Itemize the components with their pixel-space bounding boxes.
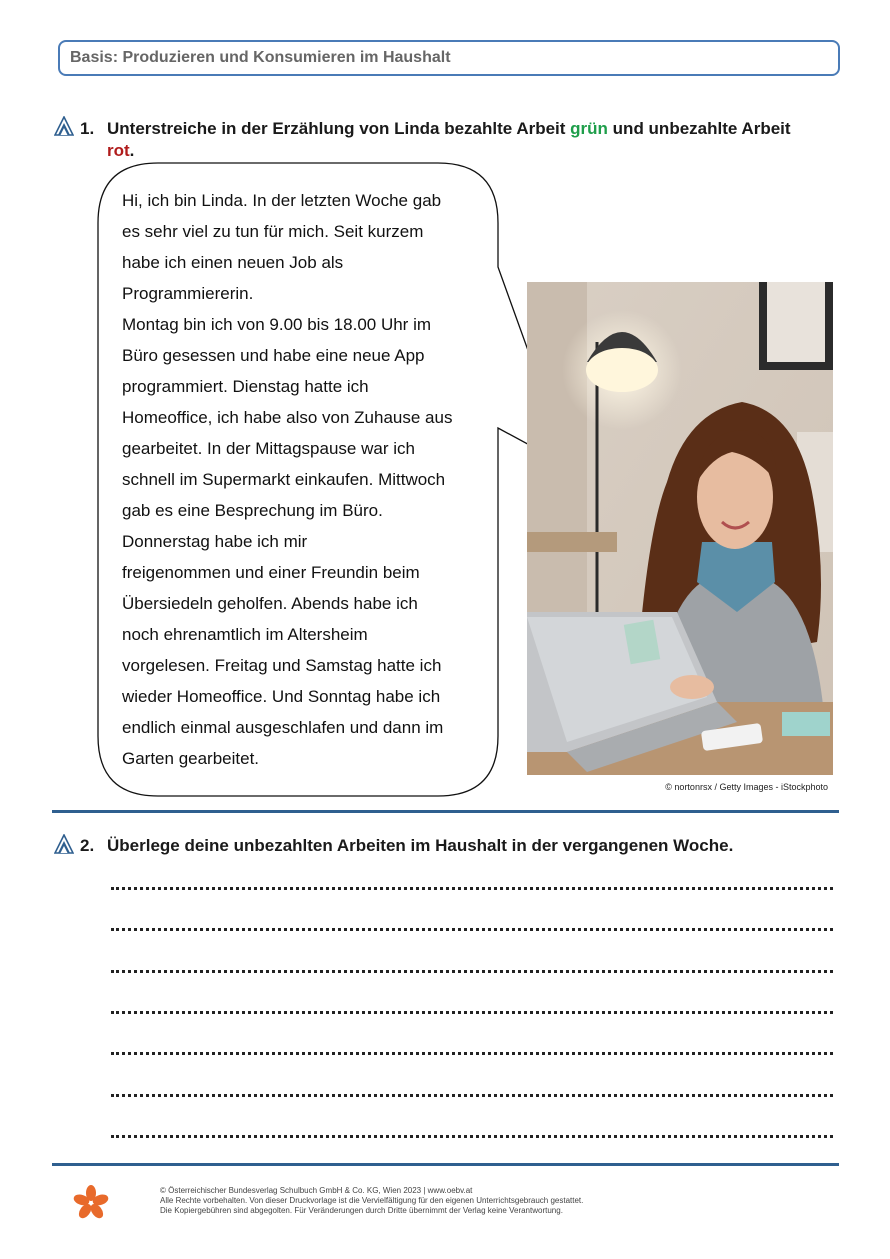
story-line: Montag bin ich von 9.00 bis 18.00 Uhr im [122,315,432,334]
answer-line[interactable] [111,970,833,973]
story-line: freigenommen und einer Freundin beim [122,563,420,582]
task-1-number: 1. [80,119,95,138]
task-1-text-before: Unterstreiche in der Erzählung von Linda bezahlte Arbeit [107,119,571,138]
photo-credit: © nortonrsx / Getty Images - iStockphoto [665,782,828,792]
footer-line: Die Kopiergebühren sind abgegolten. Für Veränderungen durch Dritte übernimmt der Verlag keine Verantwortung. [160,1206,563,1215]
story-line: endlich einmal ausgeschlafen und dann im [122,718,444,737]
story-line: programmiert. Dienstag hatte ich [122,377,369,396]
story-line: Programmiererin. [122,284,254,303]
story-line: Büro gesessen und habe eine neue App [122,346,425,365]
divider [52,1163,839,1166]
story-line: wieder Homeoffice. Und Sonntag habe ich [122,687,441,706]
story-line: Homeoffice, ich habe also von Zuhause aus [122,408,453,427]
oebv-asterisk-logo [72,1184,110,1222]
task-1-text-end: . [129,141,135,160]
story-text [122,185,482,774]
story-line: gab es eine Besprechung im Büro. [122,501,383,520]
story-line: gearbeitet. In der Mittagspause war ich [122,439,415,458]
photo-woman-laptop [527,282,833,775]
story-line: Hi, ich bin Linda. In der letzten Woche gab [122,191,442,210]
answer-line[interactable] [111,1052,833,1055]
story-line: vorgelesen. Freitag und Samstag hatte ich [122,656,442,675]
footer-line: © Österreichischer Bundesverlag Schulbuch GmbH & Co. KG, Wien 2023 | www.oebv.at [160,1186,473,1195]
story-line: schnell im Supermarkt einkaufen. Mittwoch [122,470,446,489]
footer-line: Alle Rechte vorbehalten. Von dieser Druckvorlage ist die Vervielfältigung für den eigenen Unterrichtsgebrauch gestattet. [160,1196,584,1205]
story-line: Übersiedeln geholfen. Abends habe ich [122,594,418,613]
story-line: habe ich einen neuen Job als [122,253,344,272]
story-line: noch ehrenamtlich im Altersheim [122,625,368,644]
task-2-number: 2. [80,836,95,855]
task-1-text-middle: und unbezahlte Arbeit [607,119,791,138]
task-1-word-red: rot [107,141,130,160]
footer-text [160,1186,583,1216]
story-line: es sehr viel zu tun für mich. Seit kurzem [122,222,424,241]
answer-line[interactable] [111,1011,833,1014]
task-1-word-green: grün [570,119,608,138]
story-line: Donnerstag habe ich mir [122,532,308,551]
page-title: Basis: Produzieren und Konsumieren im Haushalt [70,49,451,66]
story-line: Garten gearbeitet. [122,749,260,768]
triangle-level-icon [54,834,74,854]
task-2-instruction: Überlege deine unbezahlten Arbeiten im Haushalt in der vergangenen Woche. [107,836,734,855]
answer-line[interactable] [111,1094,833,1097]
answer-line[interactable] [111,928,833,931]
answer-line[interactable] [111,1135,833,1138]
divider [52,810,839,813]
answer-line[interactable] [111,887,833,890]
